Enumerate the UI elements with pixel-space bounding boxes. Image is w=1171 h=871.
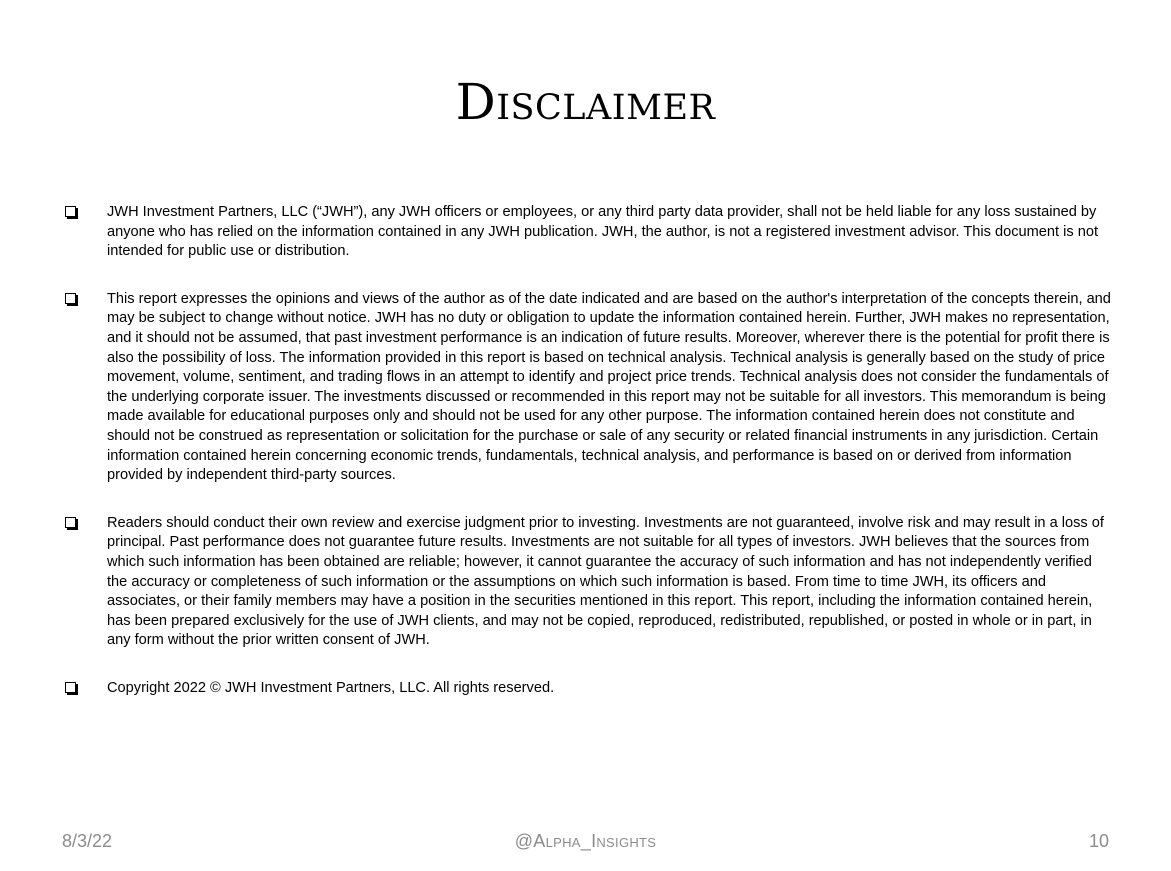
checkbox-bullet-icon [65,682,76,693]
checkbox-bullet-icon [65,206,76,217]
disclaimer-bullet [62,679,1112,699]
disclaimer-bullet-list [62,203,1112,726]
bullet-text: Readers should conduct their own review and exercise judgment prior to investing. Investments are not guaranteed, involve risk and may result in a loss of principal. Past performance does not guarantee future results. Investments are not suitable for all types of investors. JWH believes that the sources from which such information has been obtained are reliable; however, it cannot guarantee the accuracy of such information and has not independently verified the accuracy or completeness of such information or the assumptions on which such information is based. From time to time JWH, its officers and associates, or their family members may have a position in the securities mentioned in this report. This report, including the information contained herein, has been prepared exclusively for the use of JWH clients, and may not be copied, reproduced, redistributed, republished, or posted in whole or in part, in any form without the prior written consent of JWH. [107,514,1104,649]
disclaimer-bullet [62,514,1112,651]
footer-page-number: 10 [1088,831,1109,851]
slide-title: Disclaimer [455,73,716,131]
bullet-text: This report expresses the opinions and views of the author as of the date indicated and are based on the author's interpretation of the concepts therein, and may be subject to change without notice. JWH has no duty or obligation to update the information contained herein. Further, JWH makes no representation, and it should not be assumed, that past investment performance is an indication of future results. Moreover, wherever there is the potential for profit there is also the possibility of loss. The information provided in this report is based on technical analysis. Technical analysis is generally based on the study of price movement, volume, sentiment, and trading flows in an attempt to identify and project price trends. Technical analysis does not consider the fundamentals of the underlying corporate issuer. The investments discussed or recommended in this report may not be suitable for all investors. This memorandum is being made available for educational purposes only and should not be used for any other purpose. The information contained herein does not constitute and should not be construed as representation or solicitation for the purchase or sale of any security or related financial instruments in any jurisdiction. Certain information contained herein concerning economic trends, fundamentals, technical analysis, and performance is based on or derived from information provided by independent third-party sources. [107,290,1111,484]
footer-date: 8/3/22 [62,831,113,851]
checkbox-bullet-icon [65,293,76,304]
footer-handle: @Alpha_Insights [514,831,657,851]
disclaimer-bullet [62,203,1112,262]
bullet-text: JWH Investment Partners, LLC (“JWH”), any JWH officers or employees, or any third party data provider, shall not be held liable for any loss sustained by anyone who has relied on the information contained in any JWH publication. JWH, the author, is not a registered investment advisor. This document is not intended for public use or distribution. [107,204,1099,260]
checkbox-bullet-icon [65,517,76,528]
disclaimer-bullet [62,290,1112,486]
bullet-text: Copyright 2022 © JWH Investment Partners, LLC. All rights reserved. [107,679,555,696]
